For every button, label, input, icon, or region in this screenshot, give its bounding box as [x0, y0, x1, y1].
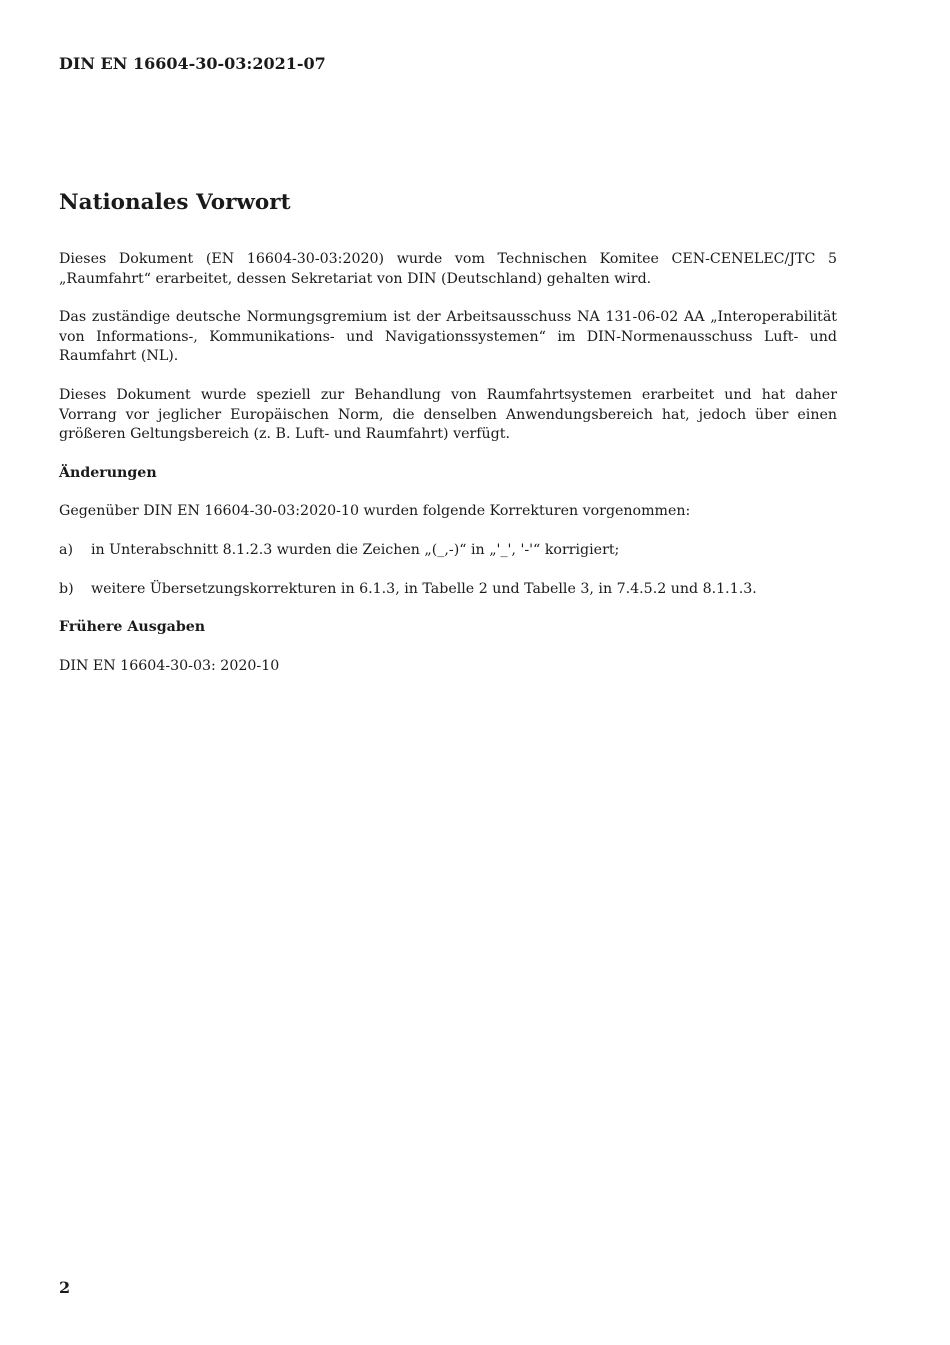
changes-heading: Änderungen — [59, 464, 157, 481]
changes-intro: Gegenüber DIN EN 16604-30-03:2020-10 wurden folgende Korrekturen vorgenommen: — [59, 503, 691, 520]
list-item-text: in Unterabschnitt 8.1.2.3 wurden die Zeichen „(_,-)“ in „'_', '-'“ korrigiert; — [91, 541, 620, 558]
list-item-text: weitere Übersetzungskorrekturen in 6.1.3, in Tabelle 2 und Tabelle 3, in 7.4.5.2 und 8.1.1.3. — [91, 580, 757, 597]
previous-editions-text: DIN EN 16604-30-03: 2020-10 — [59, 657, 280, 674]
page-content — [59, 188, 837, 695]
paragraph-committee: Dieses Dokument (EN 16604-30-03:2020) wurde vom Technischen Komitee CEN-CENELEC/JTC 5 „Raumfahrt“ erarbeitet, dessen Sekretariat von DIN (Deutschland) gehalten wird. — [59, 251, 837, 287]
paragraph-national-body: Das zuständige deutsche Normungsgremium ist der Arbeitsausschuss NA 131-06-02 AA „Interoperabilität von Informations-, Kommunikations- und Navigationssystemen“ im DIN-Normenausschuss Luft- und Raumfahrt (NL). — [59, 309, 837, 365]
paragraph-scope: Dieses Dokument wurde speziell zur Behandlung von Raumfahrtsystemen erarbeitet und hat daher Vorrang vor jeglicher Europäischen Norm, die denselben Anwendungsbereich hat, jedoch über einen größeren Geltungsbereich (z. B. Luft- und Raumfahrt) verfügt. — [59, 386, 837, 443]
list-marker: b) — [59, 580, 74, 597]
list-item — [59, 580, 837, 600]
list-marker: a) — [59, 541, 73, 558]
section-title: Nationales Vorwort — [59, 190, 291, 215]
list-item — [59, 541, 837, 561]
page-number: 2 — [59, 1278, 71, 1297]
document-header: DIN EN 16604-30-03:2021-07 — [59, 54, 326, 73]
previous-editions-heading: Frühere Ausgaben — [59, 619, 206, 636]
